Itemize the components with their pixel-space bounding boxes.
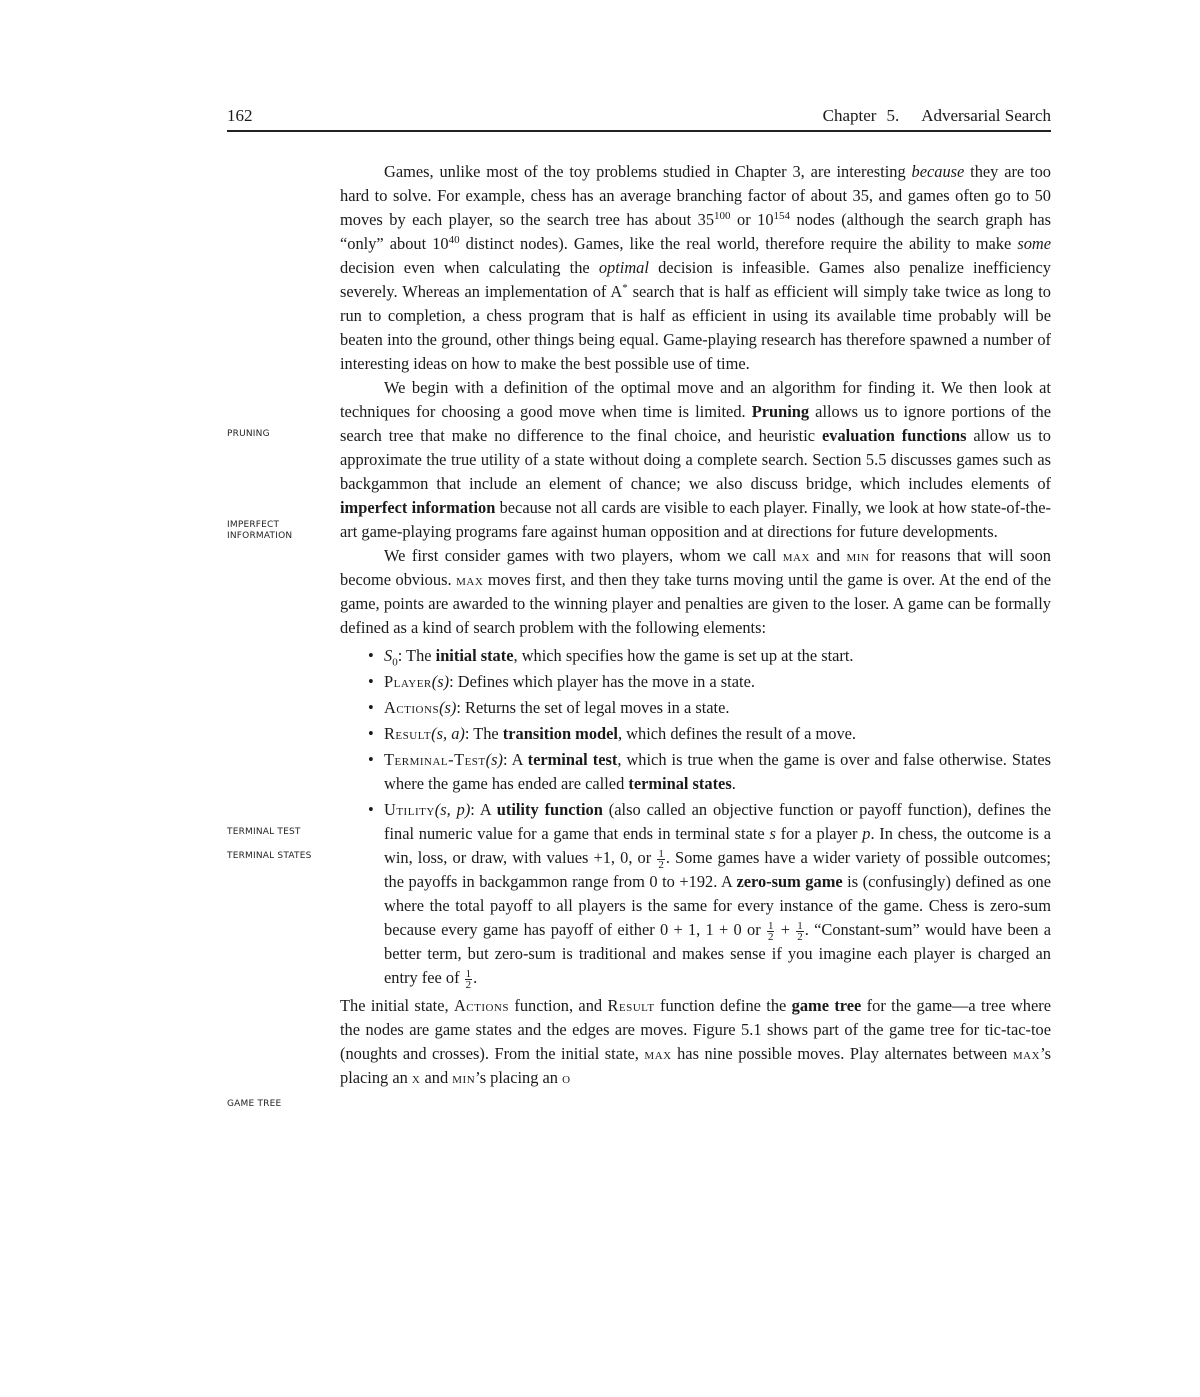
list-item: • $S_0$: The initial state, which specifies how the game is set up at the start. bbox=[384, 644, 1051, 668]
list-item: • Result(s, a): The transition model, which defines the result of a move. bbox=[384, 722, 1051, 746]
list-item: • Utility(s, p): A utility function (also called an objective function or payoff function), defines the final numeric value for a game that ends in terminal state s for a player p. In chess, the outcome is a win, loss, or draw, with values +1, 0, or $\frac{1}{2}$ . Some games have a wider variety of possible outcomes; the payoffs in backgammon range from 0 to +192. A zero-sum game is (confusingly) defined as one where the total payoff to all players is the same for every instance of the game. Chess is zero-sum because every game has payoff of either 0 + 1, 1 + 0 or $\frac{1}{2}$ + $\frac{1}{2}$ . “Constant-sum” would have been a better term, but zero-sum is traditional and makes sense if you imagine each player is charged an entry fee of $\frac{1}{2}$ . bbox=[384, 798, 1051, 990]
margin-note-terminal-test: TERMINAL TEST bbox=[227, 827, 301, 837]
fraction-half: $\frac{1}{2}$ bbox=[797, 919, 803, 943]
main-text bbox=[340, 160, 1051, 1090]
paragraph-intro: Games, unlike most of the toy problems studied in Chapter 3, are interesting because they are too hard to solve. For example, chess has an average branching factor of about 35, and games often go to 50 moves by each player, so the search tree has about $35^{100}$ or $10^{154}$ nodes (although the search graph has “only” about $10^{40}$ distinct nodes). Games, like the real world, therefore require the ability to make some decision even when calculating the optimal decision is infeasible. Games also penalize inefficiency severely. Whereas an implementation of A* search that is half as efficient will simply take twice as long to run to completion, a chess program that is half as efficient in using its available time probably will be beaten into the ground, other things being equal. Game-playing research has therefore spawned a number of interesting ideas on how to make the best possible use of time. bbox=[340, 162, 1051, 373]
margin-note-pruning: PRUNING bbox=[227, 429, 270, 439]
list-item: • Terminal-Test(s): A terminal test, which is true when the game is over and false otherwise. States where the game has ended are called terminal states. bbox=[384, 748, 1051, 796]
margin-note-game-tree: GAME TREE bbox=[227, 1099, 282, 1109]
term-pruning: Pruning bbox=[751, 402, 810, 421]
margin-note-terminal-states: TERMINAL STATES bbox=[227, 851, 312, 861]
paragraph-game-tree: The initial state, Actions function, and Result function define the game tree for the game—a tree where the nodes are game states and the edges are moves. Figure 5.1 shows part of the game tree for tic-tac-toe (noughts and crosses). From the initial state, max has nine possible moves. Play alternates between max’s placing an x and min’s placing an o bbox=[340, 996, 1052, 1087]
chapter-label: Chapter bbox=[822, 106, 877, 125]
page-number: 162 bbox=[227, 106, 253, 125]
list-item: • Player(s): Defines which player has the move in a state. bbox=[384, 670, 1051, 694]
fraction-half: $\frac{1}{2}$ bbox=[658, 847, 664, 871]
chapter-heading bbox=[813, 106, 1051, 126]
term-imperfect-information: imperfect information bbox=[340, 498, 496, 517]
game-elements-list bbox=[340, 644, 1051, 990]
chapter-number: 5. bbox=[886, 106, 900, 125]
margin-note-imperfect-information: IMPERFECT INFORMATION bbox=[227, 520, 293, 541]
running-header bbox=[227, 104, 1051, 132]
term-game-tree: game tree bbox=[791, 996, 862, 1015]
term-evaluation-functions: evaluation functions bbox=[822, 426, 967, 445]
paragraph-overview: We begin with a definition of the optimal move and an algorithm for finding it. We then look at techniques for choosing a good move when time is limited. Pruning allows us to ignore portions of the search tree that make no difference to the final choice, and heuristic evaluation functions allow us to approximate the true utility of a state without doing a complete search. Section 5.5 discusses games such as backgammon that include an element of chance; we also discuss bridge, which includes elements of imperfect information because not all cards are visible to each player. Finally, we look at how state-of-the-art game-playing programs fare against human opposition and at directions for future developments. bbox=[340, 378, 1052, 541]
fraction-half: $\frac{1}{2}$ bbox=[465, 967, 472, 991]
list-item: • Actions(s): Returns the set of legal moves in a state. bbox=[384, 696, 1051, 720]
paragraph-two-players: We first consider games with two players, whom we call max and min for reasons that will soon become obvious. max moves first, and then they take turns moving until the game is over. At the end of the game, points are awarded to the winning player and penalties are given to the loser. A game can be formally defined as a kind of search problem with the following elements: bbox=[340, 546, 1051, 637]
chapter-title: Adversarial Search bbox=[921, 106, 1051, 125]
fraction-half: $\frac{1}{2}$ bbox=[767, 919, 774, 943]
